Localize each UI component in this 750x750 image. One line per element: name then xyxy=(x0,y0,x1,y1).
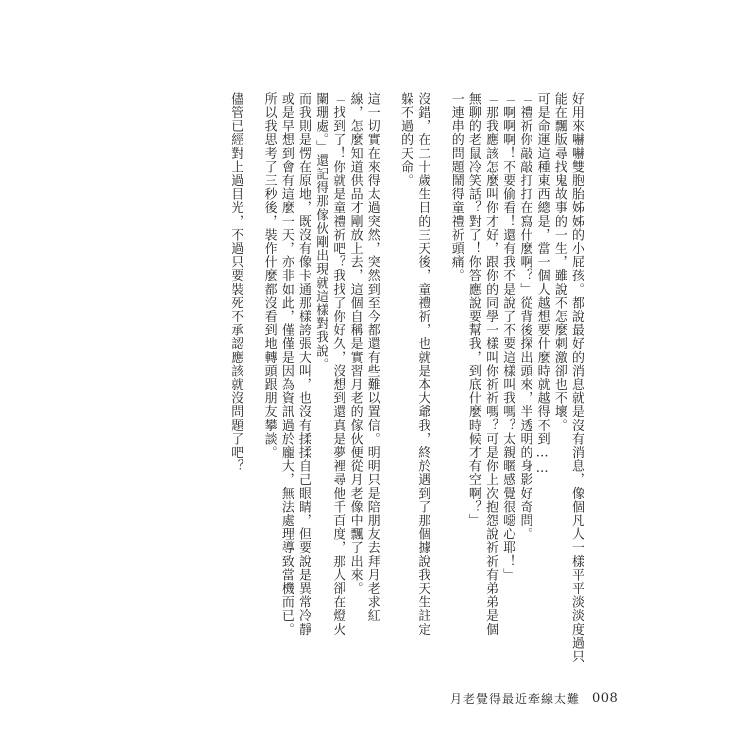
text-column: 闌珊處。」還記得那傢伙剛出現就這樣對我說。 xyxy=(313,92,329,372)
page-number: 008 xyxy=(592,690,619,706)
text-column: 而我則是愣在原地，既沒有像卡通那樣誇張大叫，也沒有揉揉自己眼睛，但要說是異常冷靜 xyxy=(296,92,311,636)
text-column: 或是早想到會有這麼一天，亦非如此，僅僅是因為資訊過於龐大，無法處理導致當機而已。 xyxy=(278,92,294,636)
text-column: 所以我思考了三秒後，裝作什麼都沒看到地轉頭跟朋友攀談。 xyxy=(261,92,277,460)
text-column: 儘管已經對上過目光，不過只要裝死不承認應該就沒問題了吧？ xyxy=(228,92,244,473)
text-column: 「啊啊啊！不要偷看！還有我不是說了不要這樣叫我嗎？太親暱感覺很噁心耶！」 xyxy=(500,92,516,582)
text-column: 「禮祈你敲敲打打在寫什麼啊？」從背後探出頭來，半透明的身影好奇問。 xyxy=(517,92,533,541)
vertical-text-body xyxy=(182,92,584,682)
text-column: 線，怎麼知道供品才剛放上去，這個自稱是實習月老的傢伙便從月老像中飄了出來。 xyxy=(347,92,363,596)
text-column: 能在飄版尋找鬼故事的一生，雖說不怎麼刺激卻也不壞。 xyxy=(551,92,567,432)
text-column: 一連串的問題鬧得童禮祈頭痛。 xyxy=(448,92,464,283)
text-column: 這一切實在來得太過突然，突然到至今都還有些難以置信。明明只是陪朋友去拜月老求紅 xyxy=(364,92,380,623)
text-column: 「那我應該怎麼叫你才好，跟你的同學一樣叫你祈祈嗎？可是你上次抱怨說祈祈有弟弟是個 xyxy=(483,92,499,636)
text-column: 無聊的老鼠冷笑話？對了！你答應說要幫我，到底什麼時候才有空啊？」 xyxy=(465,92,481,528)
text-column: 沒錯，在二十歲生日的三天後，童禮祈，也就是本大爺我，終於遇到了那個據說我天生註定 xyxy=(415,92,431,636)
page-footer xyxy=(450,688,618,708)
text-column: 可是命運這種東西總是，當一個人越想要什麼時就越得不到…… xyxy=(534,92,550,477)
book-title: 月老覺得最近牽線太難 xyxy=(450,691,581,706)
text-column: 躲不過的天命。 xyxy=(398,92,414,188)
text-column: 「找到了！你就是童禮祈吧？我找了你好久，沒想到還真是夢裡尋他千百度，那人卻在燈火 xyxy=(330,92,346,636)
text-column: 好用來嚇嚇雙胞胎姊姊的小屁孩。都說最好的消息就是沒有消息，像個凡人一樣平平淡淡度過只 xyxy=(569,92,584,664)
